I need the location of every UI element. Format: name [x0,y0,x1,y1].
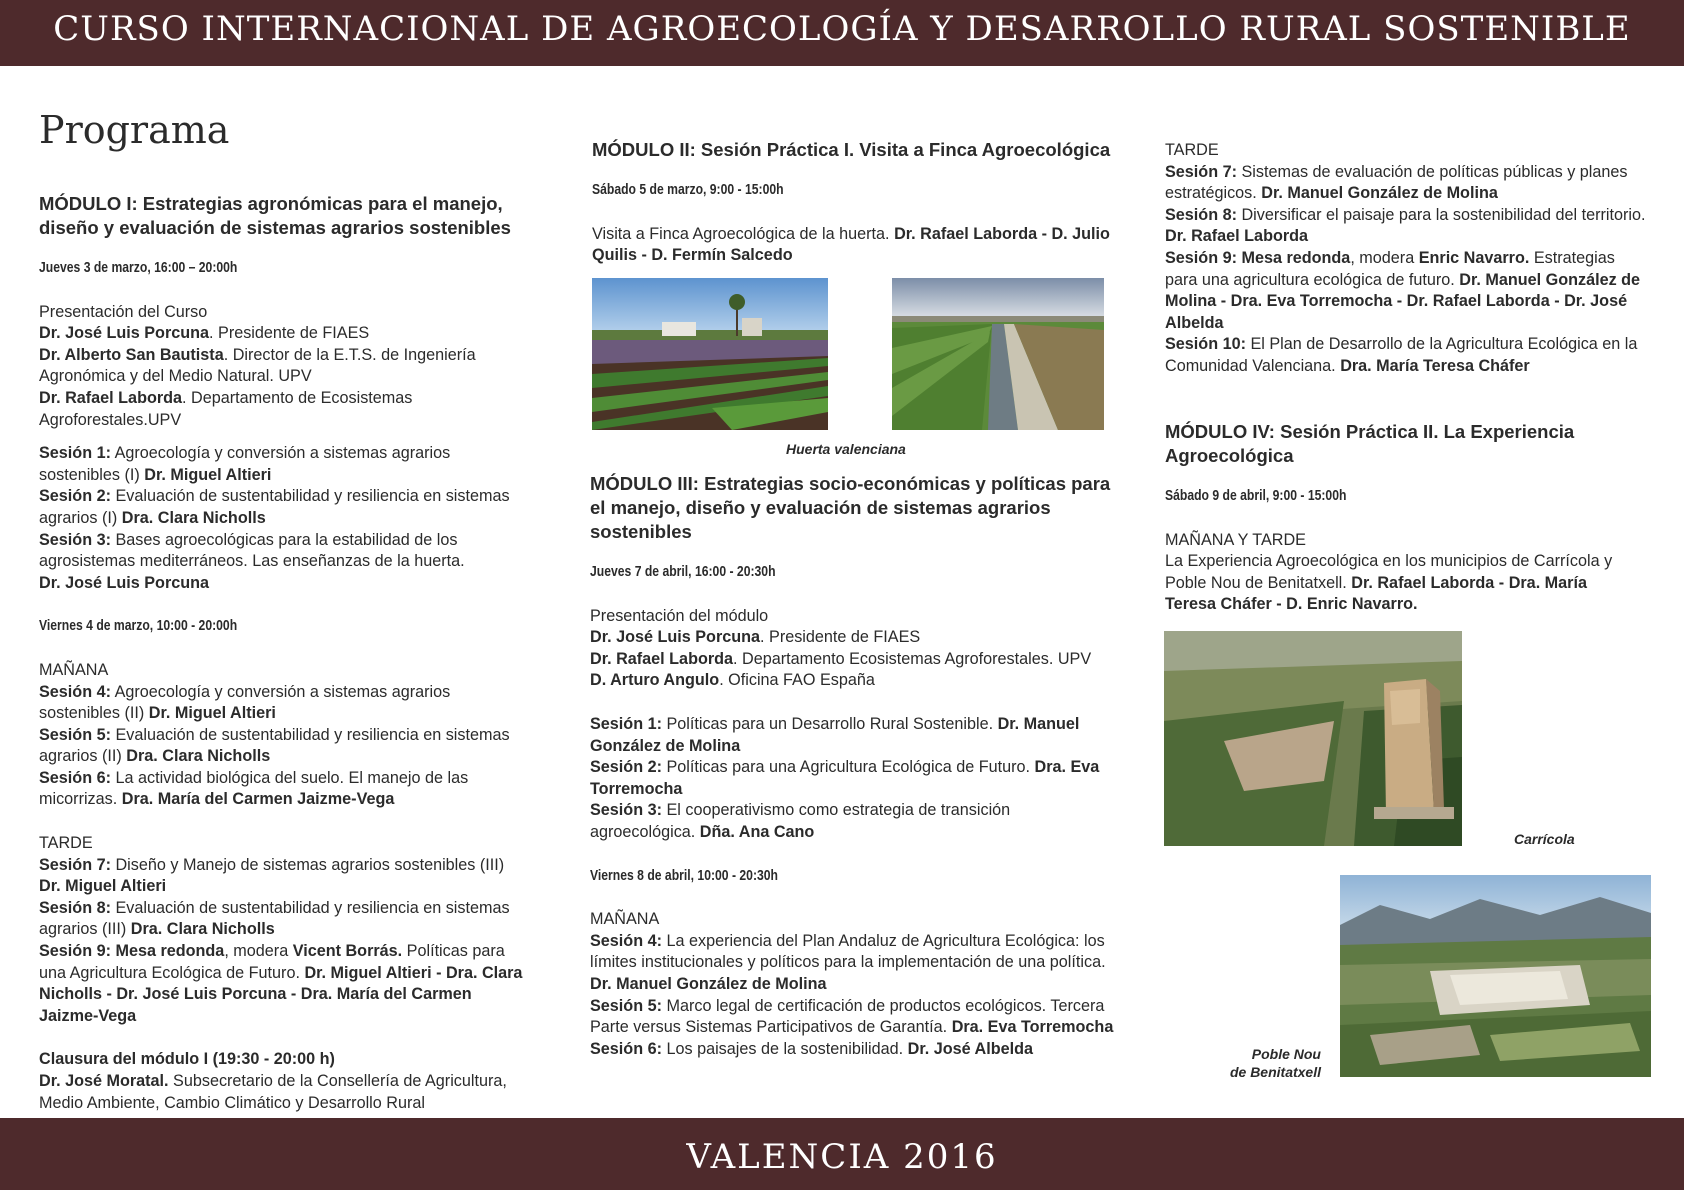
sesion-text: La experiencia del Plan Andaluz de Agricultura Ecológica: los límites institucionales y políticos para la implementación de una política. [590,931,1106,972]
modulo1-tarde: TARDE [39,834,93,853]
modulo1-title: MÓDULO I: Estrategias agronómicas para el manejo, diseño y evaluación de sistemas agrarios sostenibles [39,193,511,238]
sesion-text: Sistemas de evaluación de políticas públicas y planes estratégicos. [1165,162,1628,203]
sesion-speaker: Dra. Clara Nicholls [121,508,266,527]
benitatxell-photo [1340,875,1651,1077]
huerta-caption: Huerta valenciana [786,441,906,457]
column-2-bottom [590,472,1114,1060]
modulo3-date2: Viernes 8 de abril, 10:00 - 20:30h [590,867,778,884]
sesion-speaker: Dra. Eva Torremocha [951,1018,1114,1037]
modulo3-sesion-3 [590,800,1114,843]
sesion-speaker: Dr. Manuel González de Molina [1261,184,1498,203]
sesion-text: Evaluación de sustentabilidad y resiliencia en sistemas agrarios (II) [39,725,510,766]
experiencia-speakers: Dr. Rafael Laborda - Dra. María Teresa Cháfer - D. Enric Navarro. [1165,573,1587,614]
sesion-speaker: Dr. Miguel Altieri - Dra. Clara Nicholls - Dr. José Luis Porcuna - Dra. María del Carmen Jaizme-Vega [39,963,523,1025]
modulo1-clausura-speaker [39,1071,529,1114]
sesion-speaker: Dr. José Albelda [907,1039,1033,1058]
col3-sesion-7 [1165,162,1651,205]
col3-sesion-9 [1165,248,1651,334]
speaker-name: Dr. Alberto San Bautista [39,345,224,364]
sesion-label: Sesión 5: [39,725,111,744]
modulo1-sesion-8 [39,898,529,941]
experiencia-text: La Experiencia Agroecológica en los municipios de Carrícola y Poble Nou de Benitatxell. [1165,552,1613,592]
huerta-photo-1 [592,278,828,430]
sesion-speaker: Dr. Rafael Laborda [1165,227,1309,246]
clausura-title: Clausura del módulo I (19:30 - 20:00 h) [39,1050,335,1069]
carricola-photo [1164,631,1462,846]
sesion-text: Estrategias para una agricultura ecológica de futuro. [1165,248,1615,289]
speaker-role: . Presidente de FIAES [209,324,370,343]
col3-sesion-8 [1165,205,1651,248]
modulo3-sesion-5 [590,996,1114,1039]
modulo1-sesion-1 [39,443,529,486]
modulo1-sesion-7 [39,855,529,898]
sesion-moderator: Enric Navarro. [1418,248,1530,267]
modulo3-sesion-1 [590,714,1114,757]
visita-speakers: Dr. Rafael Laborda - D. Julio Quilis - D. Fermín Salcedo [592,224,1110,265]
sesion-text: Diversificar el paisaje para la sostenibilidad del territorio. [1236,205,1646,224]
carricola-caption: Carrícola [1514,831,1575,847]
modulo1-speaker-2 [39,345,529,388]
modulo2-text [592,224,1112,267]
speaker-role: . Director de la E.T.S. de Ingeniería Agronómica y del Medio Natural. UPV [39,345,476,386]
sesion-speaker: Dr. Miguel Altieri [144,465,272,484]
sesion-label: Sesión 1: [39,444,111,463]
sesion-text: Marco legal de certificación de productos ecológicos. Tercera Parte versus Sistemas Participativos de Garantía. [590,996,1105,1037]
sesion-speaker: Dra. María del Carmen Jaizme-Vega [121,790,395,809]
sesion-label: Sesión 2: [39,487,111,506]
sesion-label: Sesión 9: Mesa redonda [39,942,225,961]
sesion-text: Bases agroecológicas para la estabilidad de los agrosistemas mediterráneos. Las enseñanzas de la huerta. [39,530,465,571]
modulo1-manana: MAÑANA [39,660,109,679]
column-3-modulo4 [1165,420,1641,616]
sesion-label: Sesión 9: Mesa redonda [1165,248,1351,267]
sesion-label: Sesión 6: [590,1039,662,1058]
benitatxell-caption-line2: de Benitatxell [1229,1064,1321,1080]
modulo2-date: Sábado 5 de marzo, 9:00 - 15:00h [592,182,784,198]
sesion-speaker: Dra. Eva Torremocha [590,758,1100,798]
col3-tarde: TARDE [1165,141,1219,159]
modulo1-sesion-9 [39,941,529,1027]
programa-title: Programa [39,108,230,152]
modulo1-sesion-5 [39,725,529,768]
modulo3-speaker-2 [590,649,1114,671]
modulo4-date: Sábado 9 de abril, 9:00 - 15:00h [1165,488,1347,504]
sesion-label: Sesión 4: [39,682,111,701]
sesion-speaker: Dr. Miguel Altieri [148,704,276,723]
sesion-text: Políticas para una Agricultura Ecológica de Futuro. [661,758,1035,777]
modulo1-sesion-2 [39,486,529,529]
sesion-text: , modera [1350,248,1419,267]
sesion-text: La actividad biológica del suelo. El manejo de las micorrizas. [39,768,469,809]
modulo1-date1: Jueves 3 de marzo, 16:00 – 20:00h [39,260,238,276]
speaker-name: Dr. José Moratal. [39,1072,169,1090]
modulo1-sesion-3 [39,530,529,595]
modulo3-manana: MAÑANA [590,910,660,929]
modulo2-title: MÓDULO II: Sesión Práctica I. Visita a Finca Agroecológica [592,139,1111,160]
visita-text: Visita a Finca Agroecológica de la huerta. [592,224,895,243]
sesion-text: Evaluación de sustentabilidad y resiliencia en sistemas agrarios (III) [39,898,510,939]
speaker-role: . Departamento Ecosistemas Agroforestales. UPV [733,649,1092,668]
sesion-label: Sesión 7: [1165,162,1237,181]
column-1 [39,108,529,1114]
column-3-top [1165,140,1651,378]
benitatxell-caption [1210,1045,1321,1081]
sesion-speaker: Dr. Manuel González de Molina [590,974,827,993]
column-2-top [592,138,1112,267]
sesion-text: Los paisajes de la sostenibilidad. [661,1039,908,1058]
speaker-name: Dr. Rafael Laborda [590,649,734,668]
speaker-role: . Oficina FAO España [719,671,875,690]
sesion-speaker: Dña. Ana Cano [699,822,815,841]
speaker-name: D. Arturo Angulo [590,671,720,690]
modulo1-clausura [39,1049,529,1071]
sesion-text: El cooperativismo como estrategia de transición agroecológica. [590,801,1011,841]
modulo3-speaker-3 [590,670,1114,692]
header-title: CURSO INTERNACIONAL DE AGROECOLOGÍA Y DESARROLLO RURAL SOSTENIBLE [53,9,1631,49]
sesion-text: Políticas para una Agricultura Ecológica de Futuro. [39,942,505,982]
modulo3-sesion-4 [590,931,1114,996]
speaker-name: Dr. José Luis Porcuna [590,628,761,647]
sesion-text: Diseño y Manejo de sistemas agrarios sostenibles (III) [110,855,505,874]
sesion-text: Evaluación de sustentabilidad y resiliencia en sistemas agrarios (I) [39,487,510,527]
benitatxell-caption-line1: Poble Nou [1251,1046,1321,1062]
sesion-text: Políticas para un Desarrollo Rural Sostenible. [661,714,998,733]
footer-text: VALENCIA 2016 [686,1137,998,1177]
modulo3-speaker-1 [590,627,1114,649]
sesion-text: , modera [224,942,293,961]
modulo3-presentacion: Presentación del módulo [590,606,769,625]
sesion-label: Sesión 5: [590,996,662,1015]
footer-band [0,1118,1684,1190]
sesion-speaker: Dr. Miguel Altieri [39,877,167,896]
sesion-label: Sesión 2: [590,758,662,777]
modulo3-title: MÓDULO III: Estrategias socio-económicas y políticas para el manejo, diseño y evaluación de sistemas agrarios sostenibles [590,473,1111,542]
sesion-speaker: Dra. Clara Nicholls [126,747,271,766]
sesion-text: El Plan de Desarrollo de la Agricultura Ecológica en la Comunidad Valenciana. [1165,335,1638,375]
sesion-speaker: Dr. José Luis Porcuna [39,573,210,592]
modulo4-text [1165,551,1641,616]
sesion-label: Sesión 6: [39,768,111,787]
speaker-role: Subsecretario de la Consellería de Agricultura, Medio Ambiente, Cambio Climático y Desarrollo Rural [39,1072,507,1112]
speaker-name: Dr. José Luis Porcuna [39,324,210,343]
modulo3-sesion-6 [590,1039,1114,1061]
sesion-label: Sesión 1: [590,714,662,733]
sesion-label: Sesión 8: [39,898,111,917]
speaker-role: . Presidente de FIAES [760,628,921,647]
sesion-label: Sesión 7: [39,855,111,874]
speaker-role: . Departamento de Ecosistemas Agroforestales.UPV [39,388,413,429]
huerta-photo-2 [892,278,1104,430]
sesion-label: Sesión 10: [1165,335,1246,354]
modulo1-presentacion: Presentación del Curso [39,302,208,321]
sesion-label: Sesión 3: [39,530,111,549]
modulo1-sesion-4 [39,682,529,725]
modulo1-sesion-6 [39,768,529,811]
speaker-name: Dr. Rafael Laborda [39,388,183,407]
modulo1-date2: Viernes 4 de marzo, 10:00 - 20:00h [39,618,238,635]
sesion-moderator: Vicent Borrás. [292,942,403,961]
modulo1-speaker-1 [39,323,529,345]
modulo3-sesion-2 [590,757,1114,800]
sesion-label: Sesión 8: [1165,205,1237,224]
sesion-speaker: Dr. Manuel González de Molina - Dra. Eva Torremocha - Dr. Rafael Laborda - Dr. José Albelda [1165,270,1641,332]
modulo4-heading: MAÑANA Y TARDE [1165,530,1306,549]
sesion-text: Agroecología y conversión a sistemas agrarios sostenibles (II) [39,682,451,723]
col3-sesion-10 [1165,334,1651,377]
sesion-speaker: Dra. María Teresa Cháfer [1340,356,1530,375]
sesion-label: Sesión 4: [590,931,662,950]
sesion-label: Sesión 3: [590,801,662,820]
modulo1-speaker-3 [39,388,529,431]
modulo4-title: MÓDULO IV: Sesión Práctica II. La Experiencia Agroecológica [1165,421,1575,466]
header-band [0,0,1684,66]
sesion-speaker: Dra. Clara Nicholls [130,920,275,939]
modulo3-date1: Jueves 7 de abril, 16:00 - 20:30h [590,564,776,580]
sesion-text: Agroecología y conversión a sistemas agrarios sostenibles (I) [39,444,451,484]
sesion-speaker: Dr. Manuel González de Molina [590,714,1080,755]
